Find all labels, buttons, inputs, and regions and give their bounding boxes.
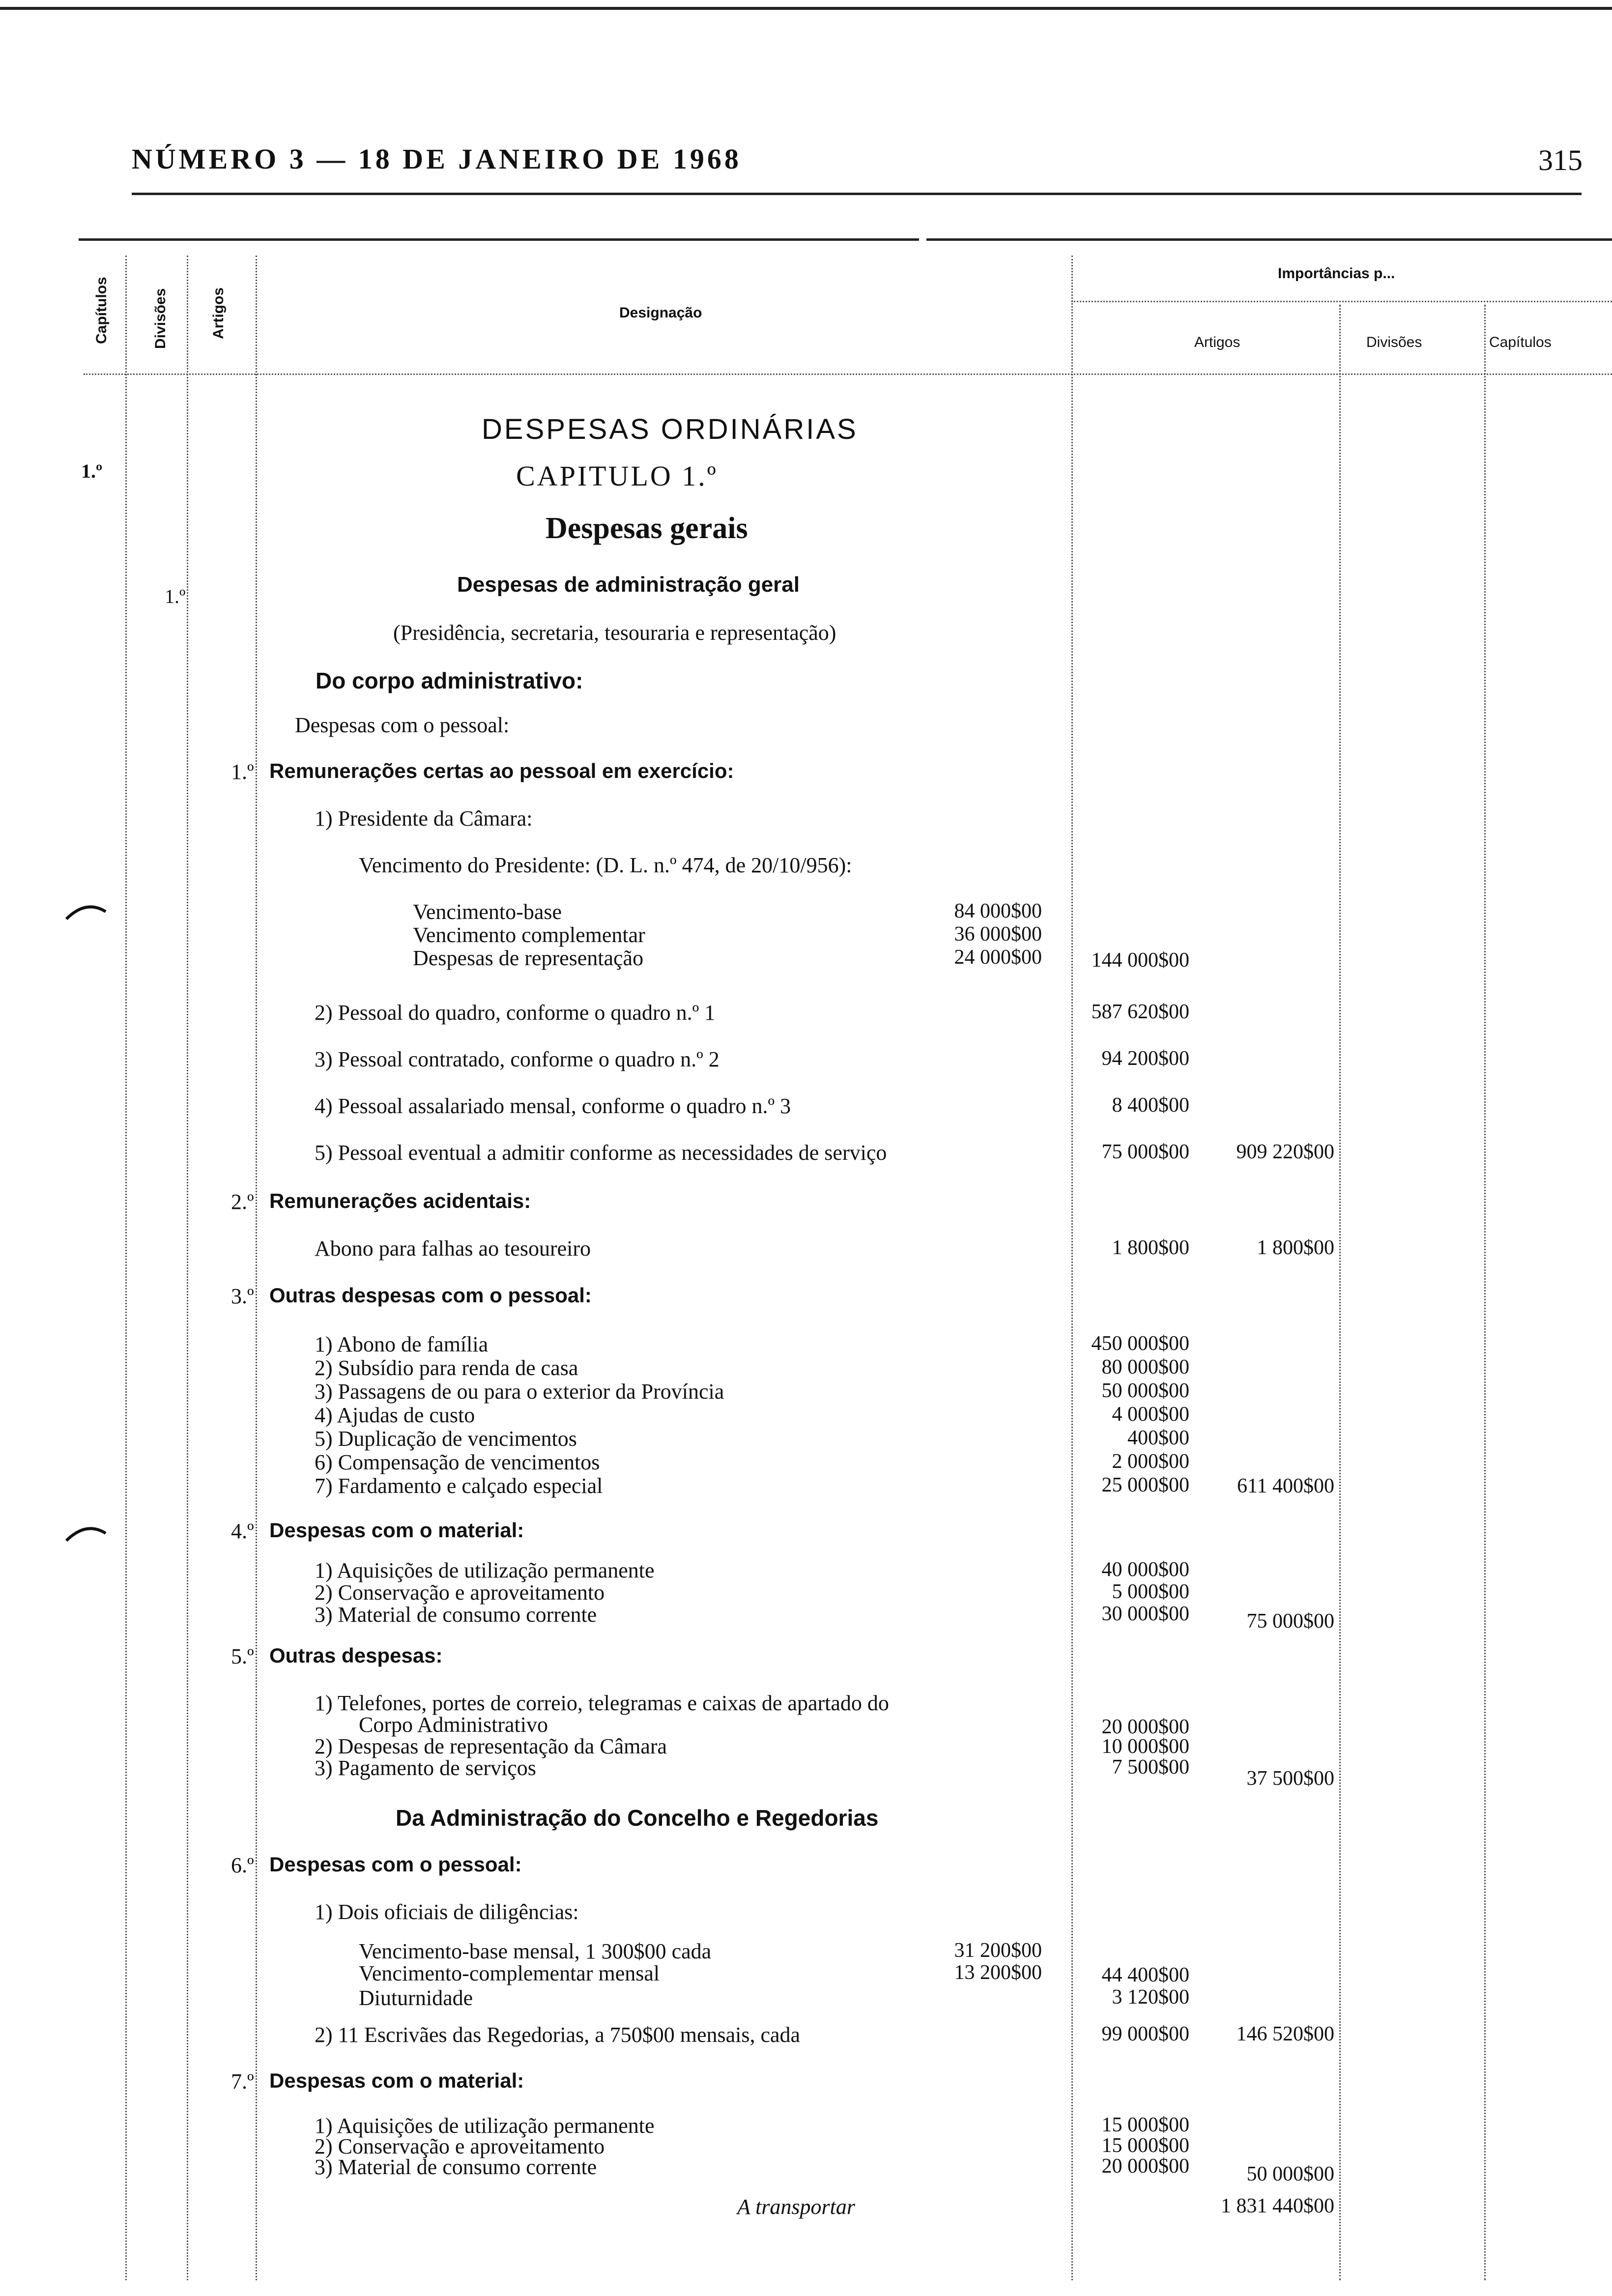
art2-item1-value: 1 800$00 xyxy=(1112,1236,1189,1259)
art6-s2-label: Vencimento-complementar mensal xyxy=(359,1961,660,1985)
art5-item3-value: 7 500$00 xyxy=(1112,1756,1189,1779)
art3-number: 3.º xyxy=(231,1284,254,1308)
art1-number: 1.º xyxy=(231,760,254,784)
corpo-heading: Do corpo administrativo: xyxy=(316,668,583,693)
art3-item-label: 7) Fardamento e calçado especial xyxy=(315,1474,603,1498)
art7-title: Despesas com o material: xyxy=(269,2069,524,2092)
pessoal-heading: Despesas com o pessoal: xyxy=(295,713,510,737)
art1-v1-value: 84 000$00 xyxy=(954,900,1042,922)
capitulo-title: CAPITULO 1.º xyxy=(516,460,718,492)
art4-item-value: 5 000$00 xyxy=(1112,1580,1189,1603)
margin-mark-2 xyxy=(64,1521,108,1546)
divisao-title: Despesas de administração geral xyxy=(457,573,800,597)
art1-item5-value: 75 000$00 xyxy=(1101,1141,1189,1163)
section-title: DESPESAS ORDINÁRIAS xyxy=(482,413,858,445)
header-capitulos: Capítulos xyxy=(93,277,110,344)
art3-item-label: 5) Duplicação de vencimentos xyxy=(315,1427,577,1451)
art3-item-value: 400$00 xyxy=(1127,1427,1189,1449)
art7-item-value: 15 000$00 xyxy=(1101,2114,1189,2136)
art1-vencimento: Vencimento do Presidente: (D. L. n.º 474, de 20/10/956): xyxy=(359,853,852,877)
col-line-5 xyxy=(1339,305,1341,2280)
divisao-note: (Presidência, secretaria, tesouraria e representação) xyxy=(393,621,836,645)
art4-item-label: 2) Conservação e aproveitamento xyxy=(315,1580,605,1605)
art2-number: 2.º xyxy=(231,1190,254,1214)
header-col-artigos: Artigos xyxy=(1194,334,1240,350)
header-designacao: Designação xyxy=(619,305,702,321)
art6-s2-total: 44 400$00 xyxy=(1101,1964,1189,1986)
art6-item2-value: 99 000$00 xyxy=(1101,2023,1189,2045)
art5-item2-value: 10 000$00 xyxy=(1101,1735,1189,1758)
art3-item-label: 2) Subsídio para renda de casa xyxy=(315,1356,578,1380)
art6-s1-label: Vencimento-base mensal, 1 300$00 cada xyxy=(359,1939,712,1963)
col-line-2 xyxy=(187,256,188,2280)
art1-item3: 3) Pessoal contratado, conforme o quadro n.º 2 xyxy=(315,1047,720,1071)
art5-item3: 3) Pagamento de serviços xyxy=(315,1756,536,1780)
header-col-divisoes: Divisões xyxy=(1366,334,1422,350)
header-col-capitulos: Capítulos xyxy=(1489,334,1552,350)
art7-total: 50 000$00 xyxy=(1246,2163,1334,2185)
art3-item-label: 6) Compensação de vencimentos xyxy=(315,1450,600,1474)
art6-item1: 1) Dois oficiais de diligências: xyxy=(315,1900,579,1924)
col-line-1 xyxy=(125,256,127,2280)
art1-item4-value: 8 400$00 xyxy=(1112,1094,1189,1117)
art7-item-value: 15 000$00 xyxy=(1101,2134,1189,2157)
art5-item2: 2) Despesas de representação da Câmara xyxy=(315,1734,667,1758)
transportar-label: A transportar xyxy=(737,2195,856,2219)
art6-s3-value: 3 120$00 xyxy=(1112,1986,1189,2009)
art3-item-value: 50 000$00 xyxy=(1101,1379,1189,1402)
header-artigos: Artigos xyxy=(210,287,227,339)
art4-total: 75 000$00 xyxy=(1246,1610,1334,1633)
art6-item2: 2) 11 Escrivães das Regedorias, a 750$00 mensais, cada xyxy=(315,2023,801,2047)
art5-item1b: Corpo Administrativo xyxy=(359,1713,548,1737)
page-number: 315 xyxy=(1538,144,1583,176)
art1-item1: 1) Presidente da Câmara: xyxy=(315,806,533,831)
header-divisoes: Divisões xyxy=(152,288,169,349)
art6-s3-label: Diuturnidade xyxy=(359,1986,473,2010)
art2-total: 1 800$00 xyxy=(1257,1236,1334,1259)
art7-item-label: 3) Material de consumo corrente xyxy=(315,2155,597,2179)
art1-item4: 4) Pessoal assalariado mensal, conforme o quadro n.º 3 xyxy=(315,1094,791,1118)
divisao-number: 1.º xyxy=(165,585,186,607)
art5-number: 5.º xyxy=(231,1644,254,1668)
art6-title: Despesas com o pessoal: xyxy=(269,1853,522,1876)
concelho-heading: Da Administração do Concelho e Regedorias xyxy=(396,1805,879,1831)
transportar-value: 1 831 440$00 xyxy=(1221,2195,1334,2217)
capitulo-number: 1.º xyxy=(81,460,103,482)
top-rule xyxy=(0,7,1612,10)
col-line-3 xyxy=(256,256,257,2280)
art1-item5: 5) Pessoal eventual a admitir conforme as necessidades de serviço xyxy=(315,1141,887,1165)
art1-v1-label: Vencimento-base xyxy=(413,900,562,924)
header-importancias: Importâncias p... xyxy=(1278,265,1395,282)
art3-item-label: 1) Abono de família xyxy=(315,1332,489,1356)
art1-item3-value: 94 200$00 xyxy=(1101,1047,1189,1070)
art5-item1a: 1) Telefones, portes de correio, telegramas e caixas de apartado do xyxy=(315,1691,889,1715)
art1-item2-value: 587 620$00 xyxy=(1091,1001,1189,1023)
margin-mark-1 xyxy=(64,899,108,924)
importancias-rule xyxy=(1071,301,1612,302)
art1-total: 909 220$00 xyxy=(1236,1141,1334,1163)
art4-item-label: 1) Aquisições de utilização permanente xyxy=(315,1558,655,1582)
header-rule xyxy=(132,193,1582,195)
art1-v3-label: Despesas de representação xyxy=(413,946,644,970)
art4-title: Despesas com o material: xyxy=(269,1519,524,1542)
col-line-6 xyxy=(1484,305,1486,2280)
art2-item1: Abono para falhas ao tesoureiro xyxy=(315,1236,591,1261)
art7-item-label: 2) Conservação e aproveitamento xyxy=(315,2134,605,2158)
art1-title: Remunerações certas ao pessoal em exercício: xyxy=(269,759,734,782)
art3-total: 611 400$00 xyxy=(1237,1475,1334,1497)
art1-v3-value: 24 000$00 xyxy=(954,946,1042,969)
art4-item-value: 30 000$00 xyxy=(1101,1603,1189,1625)
art2-title: Remunerações acidentais: xyxy=(269,1189,531,1212)
art3-item-label: 3) Passagens de ou para o exterior da Província xyxy=(315,1379,724,1404)
table-top-rule-left xyxy=(79,238,919,241)
art1-v2-value: 36 000$00 xyxy=(954,923,1042,946)
art5-item1-value: 20 000$00 xyxy=(1101,1716,1189,1738)
art1-v3-total: 144 000$00 xyxy=(1091,949,1189,972)
art6-s2-value: 13 200$00 xyxy=(954,1961,1042,1984)
art3-item-label: 4) Ajudas de custo xyxy=(315,1403,475,1427)
table-header-bottom-rule xyxy=(84,373,1612,375)
art4-number: 4.º xyxy=(231,1519,254,1543)
art6-s1-value: 31 200$00 xyxy=(954,1939,1042,1962)
art4-item-label: 3) Material de consumo corrente xyxy=(315,1603,597,1627)
art7-item-value: 20 000$00 xyxy=(1101,2155,1189,2178)
art6-number: 6.º xyxy=(231,1853,254,1877)
art4-item-value: 40 000$00 xyxy=(1101,1558,1189,1581)
art3-title: Outras despesas com o pessoal: xyxy=(269,1284,592,1307)
art5-total: 37 500$00 xyxy=(1246,1767,1334,1790)
page-header-title: NÚMERO 3 — 18 DE JANEIRO DE 1968 xyxy=(132,143,742,175)
art7-number: 7.º xyxy=(231,2069,254,2094)
art1-item2: 2) Pessoal do quadro, conforme o quadro n.º 1 xyxy=(315,1001,716,1025)
art6-total: 146 520$00 xyxy=(1236,2023,1334,2045)
art3-item-value: 4 000$00 xyxy=(1112,1403,1189,1426)
capitulo-name: Despesas gerais xyxy=(546,512,748,545)
art7-item-label: 1) Aquisições de utilização permanente xyxy=(315,2114,655,2138)
art3-item-value: 25 000$00 xyxy=(1101,1474,1189,1496)
table-top-rule-right xyxy=(926,238,1612,241)
col-line-4 xyxy=(1071,256,1073,2280)
art5-title: Outras despesas: xyxy=(269,1644,443,1667)
art3-item-value: 450 000$00 xyxy=(1091,1332,1189,1355)
art3-item-value: 2 000$00 xyxy=(1112,1450,1189,1473)
art3-item-value: 80 000$00 xyxy=(1101,1356,1189,1378)
art1-v2-label: Vencimento complementar xyxy=(413,923,645,947)
